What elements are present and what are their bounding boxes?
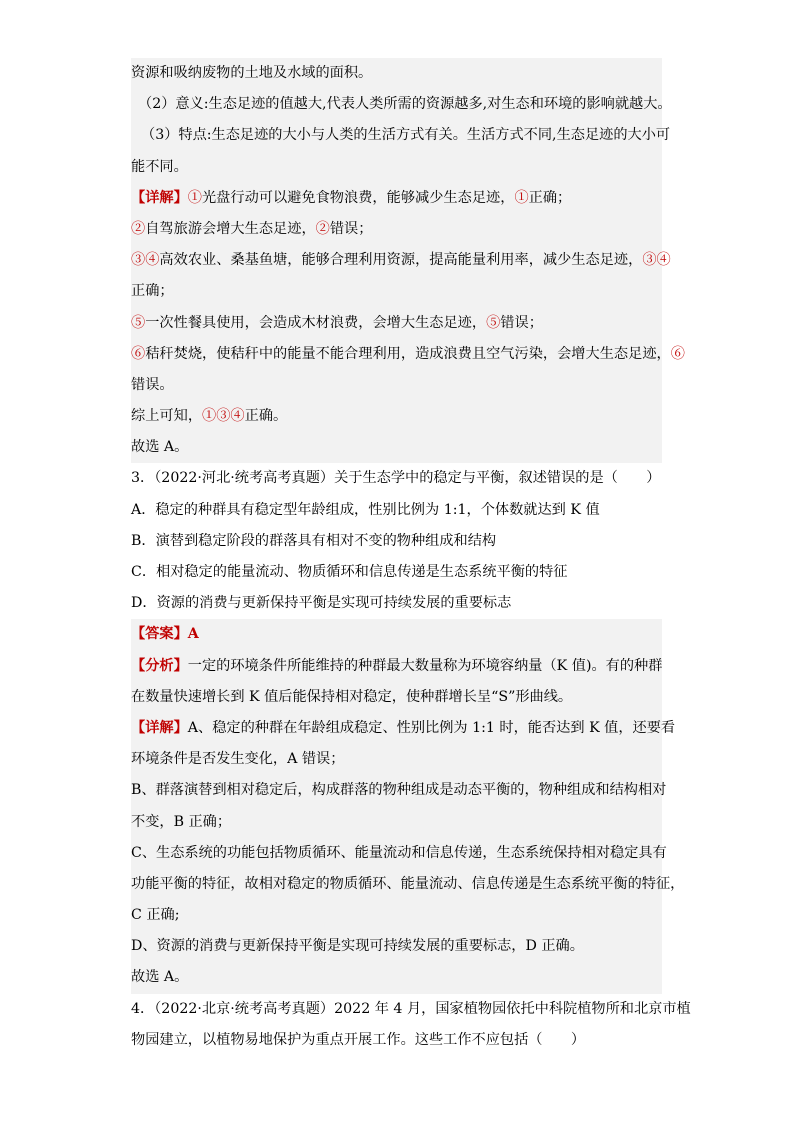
detail-line: ⑥秸秆焚烧，使秸秆中的能量不能合理利用，造成浪费且空气污染，会增大生态足迹，⑥: [131, 339, 662, 370]
circled-number: ②: [131, 220, 146, 237]
analysis-line: （2）意义:生态足迹的值越大,代表人类所需的资源越多,对生态和环境的影响就越大。: [131, 89, 662, 120]
circled-number: ③: [642, 252, 657, 269]
circled-number: ④: [230, 408, 245, 425]
detail-line: C、生态系统的功能包括物质循环、能量流动和信息传递，生态系统保持相对稳定具有: [131, 838, 662, 869]
analysis-line: 在数量快速增长到 K 值后能保持相对稳定，使种群增长呈“S”形曲线。: [131, 682, 662, 713]
circled-number: ⑤: [131, 314, 146, 331]
question-stem: 物园建立，以植物易地保护为重点开展工作。这些工作不应包括（ ）: [131, 1031, 586, 1048]
option-b: B．演替到稳定阶段的群落具有相对不变的物种组成和结构: [131, 532, 497, 549]
detail-line: [131, 713, 676, 744]
circled-number: ⑥: [131, 345, 146, 362]
page-content: [131, 58, 691, 1056]
detail-line: ⑤一次性餐具使用，会造成木材浪费，会增大生态足迹，⑤错误；: [131, 308, 662, 339]
circled-number: ④: [145, 252, 160, 269]
detail-line: 综上可知，①③④正确。: [131, 401, 662, 432]
detail-line: 不变，B 正确；: [131, 807, 662, 838]
circled-number: ②: [315, 220, 330, 237]
option-d: D．资源的消费与更新保持平衡是实现可持续发展的重要标志: [131, 595, 512, 612]
circled-number: ①: [514, 189, 529, 206]
detail-tag: 【详解】: [131, 719, 188, 736]
circled-number: ③: [131, 252, 146, 269]
circled-number: ④: [656, 252, 671, 269]
detail-text: ①光盘行动可以避免食物浪费，能够减少生态足迹，①正确；: [187, 189, 572, 206]
circled-number: ⑥: [670, 345, 685, 362]
detail-line: B、群落演替到相对稳定后，构成群落的物种组成是动态平衡的，物种组成和结构相对: [131, 775, 662, 806]
detail-line: 故选 A。: [131, 962, 662, 993]
detail-line: C 正确;: [131, 900, 662, 931]
option-c: C．相对稳定的能量流动、物质循环和信息传递是生态系统平衡的特征: [131, 564, 568, 580]
analysis-tag: 【分析】: [131, 657, 188, 674]
detail-line: [131, 183, 662, 214]
detail-line: D、资源的消费与更新保持平衡是实现可持续发展的重要标志，D 正确。: [131, 931, 662, 962]
analysis-line: 能不同。: [131, 152, 662, 183]
circled-number: ①: [202, 408, 217, 425]
circled-number: ①: [187, 189, 202, 206]
detail-line: 环境条件是否发生变化，A 错误；: [131, 744, 662, 775]
analysis-line: [131, 651, 662, 682]
analysis-text: 一定的环境条件所能维持的种群最大数量称为环境容纳量（K 值)。有的种群: [187, 657, 663, 674]
detail-line: 功能平衡的特征，故相对稳定的物质循环、能量流动、信息传递是生态系统平衡的特征，: [131, 869, 662, 900]
answer-tag: 【答案】: [131, 626, 188, 643]
detail-line: 错误。: [131, 370, 662, 401]
circled-number: ③: [216, 408, 231, 425]
detail-line: ②自驾旅游会增大生态足迹，②错误；: [131, 214, 662, 245]
analysis-line: （3）特点:生态足迹的大小与人类的生活方式有关。生活方式不同,生态足迹的大小可: [131, 120, 662, 151]
detail-line: 正确；: [131, 276, 662, 307]
circled-number: ⑤: [486, 314, 501, 331]
option-a: A．稳定的种群具有稳定型年龄组成，性别比例为 1:1，个体数就达到 K 值: [131, 501, 600, 518]
detail-text: A、稳定的种群在年龄组成稳定、性别比例为 1:1 时，能否达到 K 值，还要看: [187, 719, 676, 736]
detail-line: 故选 A。: [131, 432, 662, 463]
detail-tag: 【详解】: [131, 189, 188, 206]
answer-line: [131, 619, 662, 650]
detail-line: ③④高效农业、桑基鱼塘，能够合理利用资源，提高能量利用率，减少生态足迹，③④: [131, 245, 662, 276]
answer-value: A: [187, 626, 199, 643]
question-stem: 3．（2022·河北·统考高考真题）关于生态学中的稳定与平衡，叙述错误的是（ ）: [131, 470, 661, 487]
question-stem: 4．（2022·北京·统考高考真题）2022 年 4 月，国家植物园依托中科院植物所和北京市植: [131, 1000, 691, 1017]
analysis-line: 资源和吸纳废物的土地及水域的面积。: [131, 58, 662, 89]
